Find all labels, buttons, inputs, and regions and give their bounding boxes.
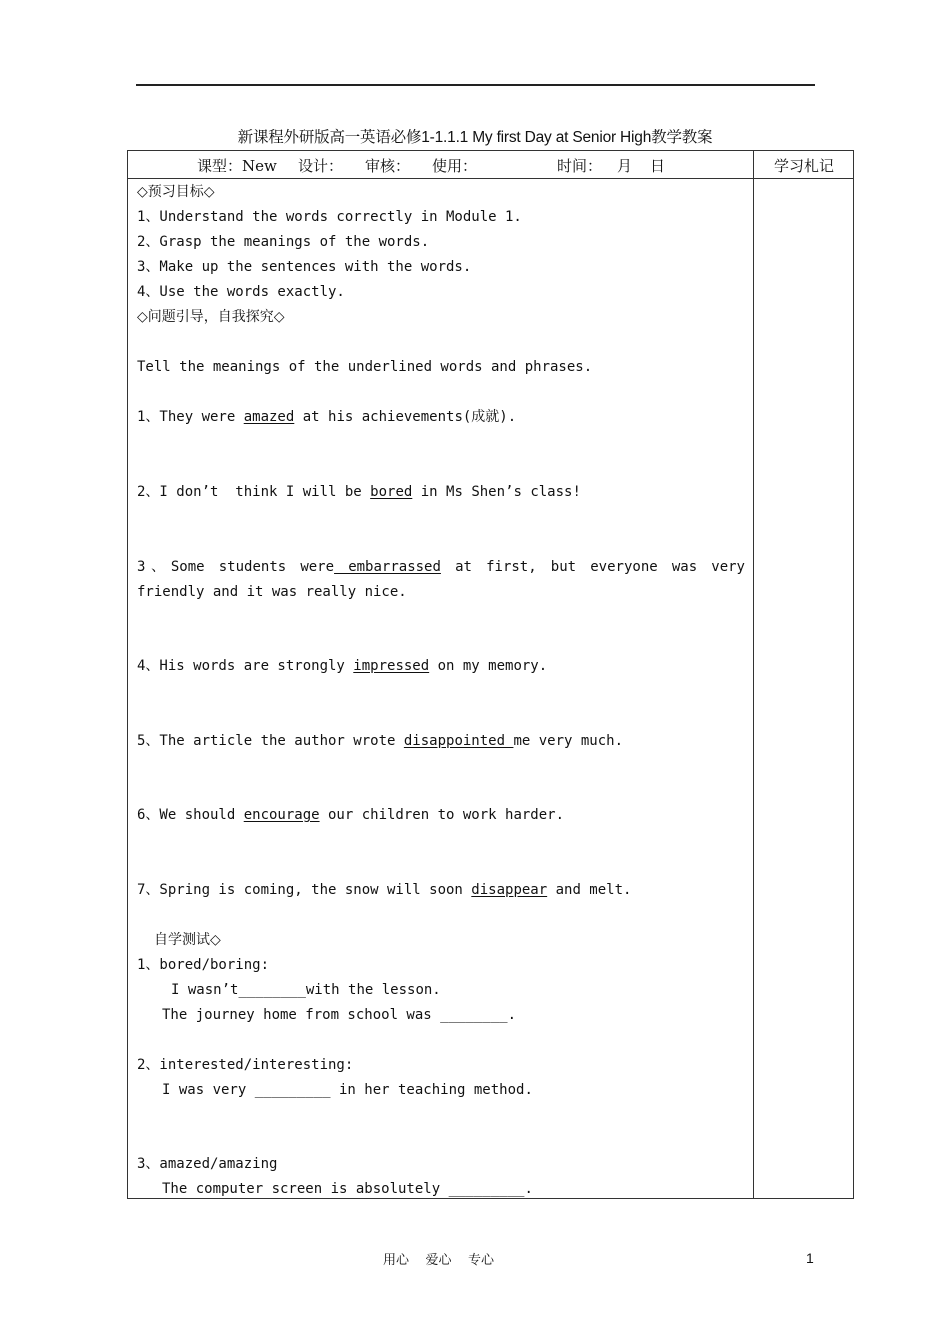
answer-blank[interactable]: ________ — [238, 982, 306, 998]
time-label: 时间： — [557, 157, 603, 175]
lesson-table — [127, 150, 854, 1199]
question-2-a — [162, 1081, 533, 1099]
preview-item-4: 4、Use the words exactly. — [137, 284, 345, 300]
guide-instruction: Tell the meanings of the underlined words and phrases. — [137, 359, 593, 375]
answer-blank[interactable]: ________ — [440, 1007, 508, 1023]
underlined-word: encourage — [243, 807, 320, 823]
sentence-text: me very much. — [513, 733, 624, 749]
underlined-word: disappear — [471, 882, 548, 898]
sentence-7 — [137, 881, 631, 899]
underlined-word: bored — [370, 484, 413, 500]
sentence-3-line-2: friendly and it was really nice. — [137, 584, 407, 600]
review-label: 审核： — [365, 157, 411, 175]
study-notes-header: 学习札记 — [773, 157, 834, 175]
month-label: 月 — [617, 157, 633, 175]
sentence-text: 2、I don’t think I will be — [137, 484, 371, 500]
sentence-text: and melt. — [547, 882, 632, 898]
question-1-b — [162, 1006, 516, 1024]
underlined-word: impressed — [353, 658, 430, 674]
sentence-6 — [137, 806, 564, 824]
table-header-row — [128, 151, 753, 178]
sentence-text: 5、The article the author wrote — [137, 733, 404, 749]
sentence-text: at first, but everyone was very — [440, 559, 745, 575]
use-label: 使用： — [432, 157, 478, 175]
sentence-text: our children to work harder. — [319, 807, 565, 823]
sentence-text: 6、We should — [137, 807, 244, 823]
preview-item-3: 3、Make up the sentences with the words. — [137, 259, 472, 275]
underlined-word: amazed — [243, 409, 295, 425]
sentence-text: 4、His words are strongly — [137, 658, 354, 674]
header-rule — [136, 84, 815, 86]
sentence-4 — [137, 657, 547, 675]
document-title: 新课程外研版高一英语必修1-1.1.1 My first Day at Senior High教学教案 — [237, 129, 713, 146]
selftest-heading: 自学测试◇ — [154, 932, 221, 948]
sentence-text: 7、Spring is coming, the snow will soon — [137, 882, 472, 898]
sentence-3 — [137, 558, 745, 576]
sentence-text: in Ms Shen’s class! — [412, 484, 581, 500]
underlined-word: embarrassed — [334, 559, 441, 575]
question-text: . — [524, 1181, 533, 1197]
question-text: The journey home from school was — [162, 1007, 441, 1023]
day-label: 日 — [650, 157, 666, 175]
question-1-a — [171, 981, 441, 999]
sentence-1 — [137, 408, 516, 426]
design-label: 设计： — [298, 157, 344, 175]
preview-item-2: 2、Grasp the meanings of the words. — [137, 234, 430, 250]
guide-heading: ◇问题引导，自我探究◇ — [137, 309, 285, 325]
underlined-word: disappointed — [403, 733, 514, 749]
question-text: with the lesson. — [305, 982, 441, 998]
question-2-title: 2、interested/interesting: — [137, 1057, 354, 1073]
preview-item-1: 1、Understand the words correctly in Module 1. — [137, 209, 522, 225]
question-3-title: 3、amazed/amazing — [137, 1156, 278, 1172]
question-text: I was very — [162, 1082, 255, 1098]
sentence-text: 1、They were — [137, 409, 244, 425]
sentence-text: 3、Some students were — [137, 559, 335, 575]
answer-blank[interactable]: _________ — [448, 1181, 525, 1197]
question-1-title: 1、bored/boring: — [137, 957, 270, 973]
question-3-a — [162, 1180, 533, 1198]
question-text: . — [507, 1007, 517, 1023]
lesson-type-label: 课型：New — [197, 157, 277, 175]
answer-blank[interactable]: _________ — [254, 1082, 331, 1098]
sentence-text: at his achievements(成就). — [294, 409, 517, 425]
sentence-2 — [137, 483, 581, 501]
notes-column-divider — [753, 151, 754, 1198]
header-row-divider — [128, 178, 853, 179]
question-text: in her teaching method. — [330, 1082, 533, 1098]
sentence-5 — [137, 732, 623, 750]
question-text: I wasn’t — [171, 982, 239, 998]
preview-heading: ◇预习目标◇ — [137, 184, 215, 200]
page-number: 1 — [806, 1250, 814, 1266]
page-footer: 用心 爱心 专心 — [383, 1253, 495, 1268]
sentence-text: on my memory. — [429, 658, 548, 674]
question-text: The computer screen is absolutely — [162, 1181, 449, 1197]
